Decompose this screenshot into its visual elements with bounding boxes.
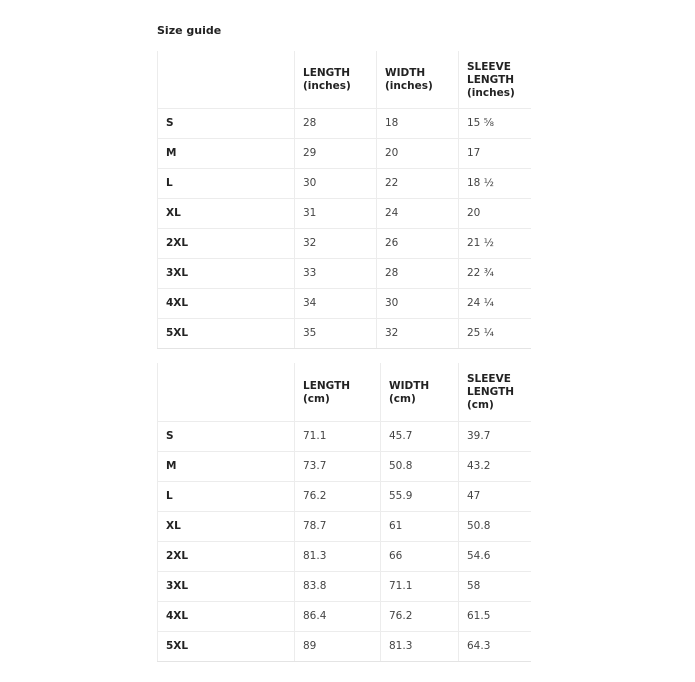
length-value: 33	[295, 258, 377, 288]
table-row	[158, 288, 531, 318]
sleeve-length-value: 39.7	[459, 421, 531, 451]
sleeve-length-value: 17	[459, 138, 531, 168]
column-header-length-cm: LENGTH (cm)	[295, 363, 381, 421]
length-value: 30	[295, 168, 377, 198]
sleeve-length-value: 64.3	[459, 631, 531, 661]
column-header-width-inches: WIDTH (inches)	[377, 51, 459, 108]
length-value: 34	[295, 288, 377, 318]
size-table-inches	[157, 51, 531, 349]
width-value: 81.3	[381, 631, 459, 661]
table-row	[158, 541, 531, 571]
size-label: M	[158, 451, 295, 481]
size-label: XL	[158, 511, 295, 541]
size-label: 2XL	[158, 541, 295, 571]
table-row	[158, 601, 531, 631]
table-row	[158, 318, 531, 348]
column-header-size-inches	[158, 51, 295, 108]
width-value: 32	[377, 318, 459, 348]
size-label: 5XL	[158, 631, 295, 661]
size-label: 2XL	[158, 228, 295, 258]
sleeve-length-value: 22 ¾	[459, 258, 531, 288]
size-label: S	[158, 421, 295, 451]
length-value: 78.7	[295, 511, 381, 541]
width-value: 24	[377, 198, 459, 228]
size-label: 4XL	[158, 601, 295, 631]
sleeve-length-value: 47	[459, 481, 531, 511]
sleeve-length-value: 58	[459, 571, 531, 601]
width-value: 61	[381, 511, 459, 541]
size-label: 5XL	[158, 318, 295, 348]
length-value: 29	[295, 138, 377, 168]
table-row	[158, 168, 531, 198]
width-value: 30	[377, 288, 459, 318]
width-value: 20	[377, 138, 459, 168]
length-value: 81.3	[295, 541, 381, 571]
width-value: 45.7	[381, 421, 459, 451]
length-value: 35	[295, 318, 377, 348]
length-value: 32	[295, 228, 377, 258]
length-value: 28	[295, 108, 377, 138]
table-row	[158, 631, 531, 661]
size-label: L	[158, 168, 295, 198]
sleeve-length-value: 15 ⅝	[459, 108, 531, 138]
size-label: S	[158, 108, 295, 138]
column-header-sleeve-length-cm: SLEEVE LENGTH (cm)	[459, 363, 531, 421]
length-value: 73.7	[295, 451, 381, 481]
size-label: XL	[158, 198, 295, 228]
sleeve-length-value: 54.6	[459, 541, 531, 571]
width-value: 18	[377, 108, 459, 138]
table-row	[158, 571, 531, 601]
sleeve-length-value: 21 ½	[459, 228, 531, 258]
size-table-cm	[157, 363, 531, 662]
table-row	[158, 481, 531, 511]
size-label: L	[158, 481, 295, 511]
size-label: 4XL	[158, 288, 295, 318]
table-row	[158, 421, 531, 451]
column-header-length-inches: LENGTH (inches)	[295, 51, 377, 108]
table-row	[158, 511, 531, 541]
sleeve-length-value: 25 ¼	[459, 318, 531, 348]
column-header-size-cm	[158, 363, 295, 421]
length-value: 86.4	[295, 601, 381, 631]
length-value: 89	[295, 631, 381, 661]
table-row	[158, 228, 531, 258]
length-value: 83.8	[295, 571, 381, 601]
column-header-sleeve-length-inches: SLEEVE LENGTH (inches)	[459, 51, 531, 108]
width-value: 76.2	[381, 601, 459, 631]
width-value: 66	[381, 541, 459, 571]
sleeve-length-value: 43.2	[459, 451, 531, 481]
width-value: 26	[377, 228, 459, 258]
sleeve-length-value: 61.5	[459, 601, 531, 631]
width-value: 50.8	[381, 451, 459, 481]
table-row	[158, 138, 531, 168]
sleeve-length-value: 50.8	[459, 511, 531, 541]
size-label: 3XL	[158, 571, 295, 601]
length-value: 31	[295, 198, 377, 228]
size-guide-title: Size guide	[157, 24, 222, 37]
sleeve-length-value: 18 ½	[459, 168, 531, 198]
width-value: 71.1	[381, 571, 459, 601]
table-row	[158, 258, 531, 288]
size-label: M	[158, 138, 295, 168]
width-value: 55.9	[381, 481, 459, 511]
table-header-row	[158, 363, 531, 421]
table-header-row	[158, 51, 531, 108]
length-value: 71.1	[295, 421, 381, 451]
length-value: 76.2	[295, 481, 381, 511]
size-label: 3XL	[158, 258, 295, 288]
table-row	[158, 108, 531, 138]
width-value: 22	[377, 168, 459, 198]
sleeve-length-value: 24 ¼	[459, 288, 531, 318]
width-value: 28	[377, 258, 459, 288]
sleeve-length-value: 20	[459, 198, 531, 228]
column-header-width-cm: WIDTH (cm)	[381, 363, 459, 421]
table-row	[158, 451, 531, 481]
table-row	[158, 198, 531, 228]
